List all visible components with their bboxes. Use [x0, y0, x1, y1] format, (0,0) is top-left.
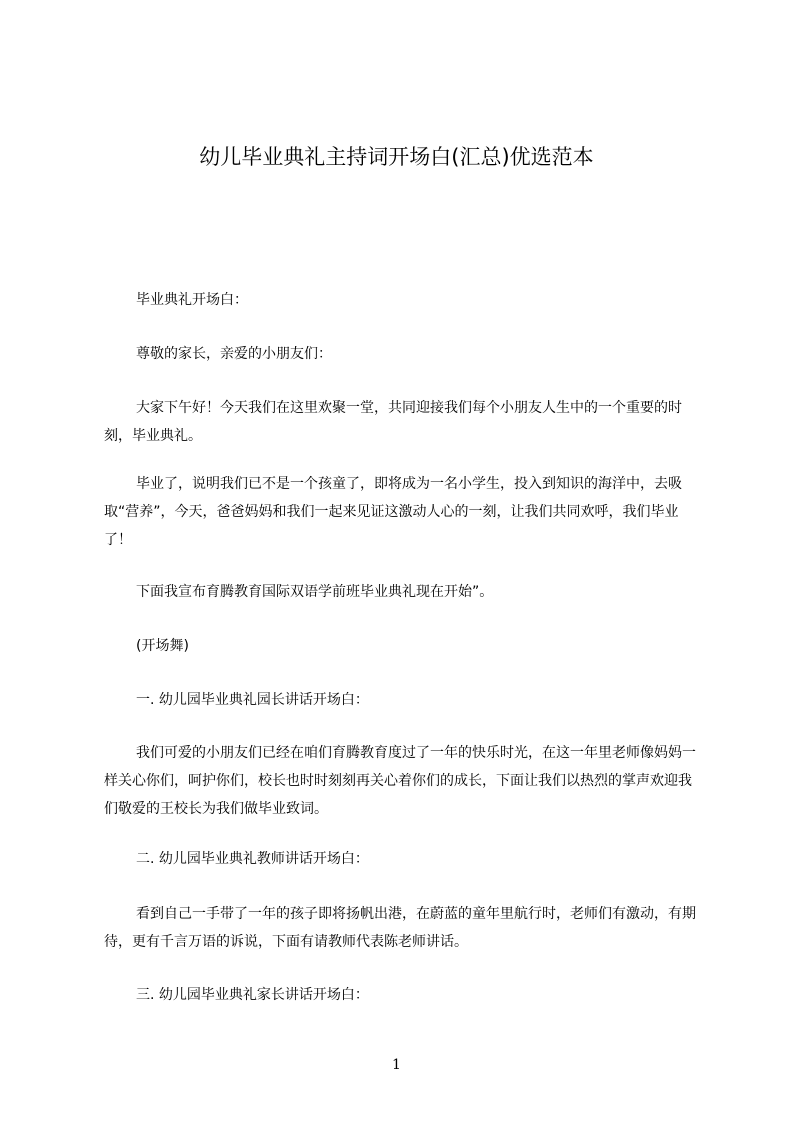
paragraph-teacher-speech: 看到自己一手带了一年的孩子即将扬帆出港，在蔚蓝的童年里航行时，老师们有激动，有期待，更有千言万语的诉说，下面有请教师代表陈老师讲话。 [104, 906, 696, 950]
paragraph-salutation: 尊敬的家长，亲爱的小朋友们： [136, 346, 332, 362]
paragraph-greeting: 大家下午好！今天我们在这里欢聚一堂，共同迎接我们每个小朋友人生中的一个重要的时刻，毕业典礼。 [104, 400, 682, 444]
paragraph-announcement: 下面我宣布育腾教育国际双语学前班毕业典礼现在开始”。 [136, 584, 494, 600]
paragraph-opening-dance: (开场舞) [136, 638, 189, 654]
page-number: 1 [392, 1057, 401, 1073]
paragraph-opening-heading: 毕业典礼开场白： [136, 292, 248, 308]
document-title: 幼儿毕业典礼主持词开场白(汇总)优选范本 [199, 145, 594, 169]
section-heading-teacher: 二. 幼儿园毕业典礼教师讲话开场白： [136, 851, 369, 867]
section-heading-principal: 一. 幼儿园毕业典礼园长讲话开场白： [136, 692, 369, 708]
section-heading-parent: 三. 幼儿园毕业典礼家长讲话开场白： [136, 987, 369, 1003]
paragraph-graduation: 毕业了，说明我们已不是一个孩童了，即将成为一名小学生，投入到知识的海洋中，去吸取“营养”，今天，爸爸妈妈和我们一起来见证这激动人心的一刻，让我们共同欢呼，我们毕业了！ [104, 476, 682, 548]
paragraph-principal-speech: 我们可爱的小朋友们已经在咱们育腾教育度过了一年的快乐时光，在这一年里老师像妈妈一样关心你们，呵护你们，校长也时时刻刻再关心着你们的成长，下面让我们以热烈的掌声欢迎我们敬爱的王校长为我们做毕业致词。 [104, 745, 696, 817]
